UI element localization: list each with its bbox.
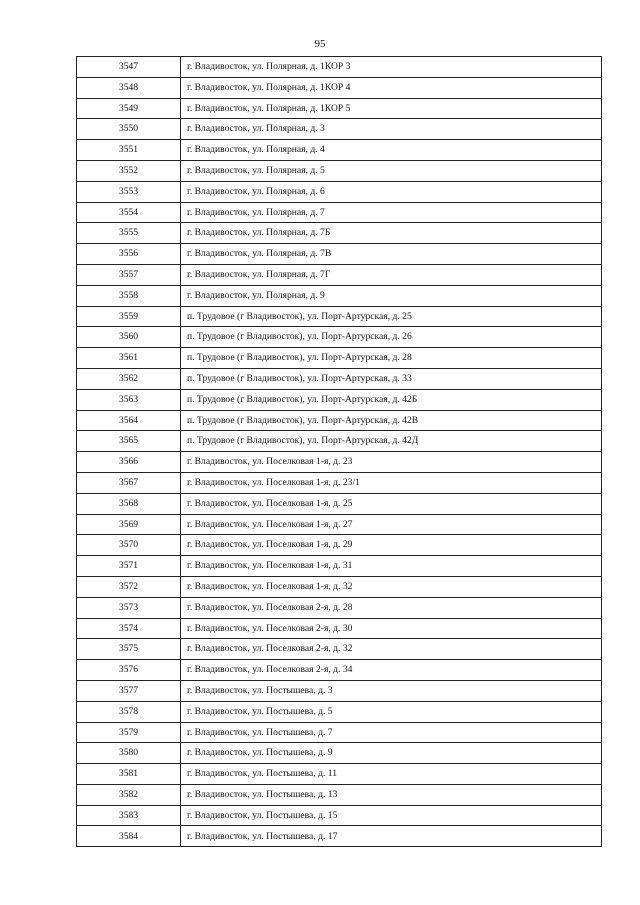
row-number-cell: 3569 xyxy=(77,514,181,535)
table-row xyxy=(77,389,602,410)
table-row xyxy=(77,348,602,369)
address-cell: г. Владивосток, ул. Постышева, д. 3 xyxy=(181,680,602,701)
address-cell: п. Трудовое (г Владивосток), ул. Порт-Артурская, д. 26 xyxy=(181,327,602,348)
table-row xyxy=(77,743,602,764)
table-row xyxy=(77,452,602,473)
row-number-cell: 3553 xyxy=(77,181,181,202)
address-cell: г. Владивосток, ул. Поселковая 2-я, д. 28 xyxy=(181,597,602,618)
address-table xyxy=(76,56,602,847)
address-cell: г. Владивосток, ул. Поселковая 1-я, д. 32 xyxy=(181,576,602,597)
row-number-cell: 3567 xyxy=(77,472,181,493)
row-number-cell: 3560 xyxy=(77,327,181,348)
row-number-cell: 3559 xyxy=(77,306,181,327)
row-number-cell: 3574 xyxy=(77,618,181,639)
address-cell: п. Трудовое (г Владивосток), ул. Порт-Артурская, д. 42Б xyxy=(181,389,602,410)
row-number-cell: 3551 xyxy=(77,140,181,161)
row-number-cell: 3568 xyxy=(77,493,181,514)
row-number-cell: 3552 xyxy=(77,160,181,181)
row-number-cell: 3573 xyxy=(77,597,181,618)
row-number-cell: 3556 xyxy=(77,244,181,265)
table-row xyxy=(77,244,602,265)
address-cell: г. Владивосток, ул. Постышева, д. 15 xyxy=(181,805,602,826)
address-cell: г. Владивосток, ул. Полярная, д. 1КОР 5 xyxy=(181,98,602,119)
row-number-cell: 3548 xyxy=(77,77,181,98)
table-row xyxy=(77,410,602,431)
table-row xyxy=(77,202,602,223)
address-cell: г. Владивосток, ул. Постышева, д. 17 xyxy=(181,826,602,847)
table-row xyxy=(77,535,602,556)
table-row xyxy=(77,660,602,681)
address-cell: п. Трудовое (г Владивосток), ул. Порт-Артурская, д. 28 xyxy=(181,348,602,369)
address-cell: п. Трудовое (г Владивосток), ул. Порт-Артурская, д. 33 xyxy=(181,368,602,389)
address-cell: г. Владивосток, ул. Полярная, д. 6 xyxy=(181,181,602,202)
row-number-cell: 3555 xyxy=(77,223,181,244)
table-row xyxy=(77,576,602,597)
table-row xyxy=(77,618,602,639)
table-row xyxy=(77,472,602,493)
row-number-cell: 3563 xyxy=(77,389,181,410)
table-row xyxy=(77,98,602,119)
row-number-cell: 3577 xyxy=(77,680,181,701)
table-row xyxy=(77,764,602,785)
table-row xyxy=(77,493,602,514)
address-cell: г. Владивосток, ул. Постышева, д. 11 xyxy=(181,764,602,785)
address-cell: г. Владивосток, ул. Полярная, д. 3 xyxy=(181,119,602,140)
address-cell: г. Владивосток, ул. Поселковая 1-я, д. 27 xyxy=(181,514,602,535)
row-number-cell: 3582 xyxy=(77,784,181,805)
row-number-cell: 3571 xyxy=(77,556,181,577)
address-cell: г. Владивосток, ул. Полярная, д. 7Г xyxy=(181,264,602,285)
address-cell: г. Владивосток, ул. Поселковая 1-я, д. 23/1 xyxy=(181,472,602,493)
row-number-cell: 3564 xyxy=(77,410,181,431)
row-number-cell: 3576 xyxy=(77,660,181,681)
row-number-cell: 3558 xyxy=(77,285,181,306)
address-cell: п. Трудовое (г Владивосток), ул. Порт-Артурская, д. 42Д xyxy=(181,431,602,452)
address-cell: п. Трудовое (г Владивосток), ул. Порт-Артурская, д. 42В xyxy=(181,410,602,431)
row-number-cell: 3581 xyxy=(77,764,181,785)
table-row xyxy=(77,431,602,452)
address-cell: г. Владивосток, ул. Полярная, д. 7 xyxy=(181,202,602,223)
address-cell: г. Владивосток, ул. Полярная, д. 5 xyxy=(181,160,602,181)
address-cell: г. Владивосток, ул. Постышева, д. 7 xyxy=(181,722,602,743)
table-row xyxy=(77,556,602,577)
table-row xyxy=(77,514,602,535)
row-number-cell: 3557 xyxy=(77,264,181,285)
address-cell: г. Владивосток, ул. Поселковая 2-я, д. 34 xyxy=(181,660,602,681)
table-row xyxy=(77,826,602,847)
row-number-cell: 3584 xyxy=(77,826,181,847)
address-cell: п. Трудовое (г Владивосток), ул. Порт-Артурская, д. 25 xyxy=(181,306,602,327)
table-row xyxy=(77,701,602,722)
address-cell: г. Владивосток, ул. Поселковая 2-я, д. 32 xyxy=(181,639,602,660)
table-row xyxy=(77,264,602,285)
row-number-cell: 3578 xyxy=(77,701,181,722)
row-number-cell: 3554 xyxy=(77,202,181,223)
row-number-cell: 3566 xyxy=(77,452,181,473)
table-row xyxy=(77,805,602,826)
address-cell: г. Владивосток, ул. Полярная, д. 7Б xyxy=(181,223,602,244)
row-number-cell: 3583 xyxy=(77,805,181,826)
row-number-cell: 3561 xyxy=(77,348,181,369)
address-cell: г. Владивосток, ул. Поселковая 1-я, д. 29 xyxy=(181,535,602,556)
address-cell: г. Владивосток, ул. Поселковая 1-я, д. 25 xyxy=(181,493,602,514)
table-row xyxy=(77,639,602,660)
address-cell: г. Владивосток, ул. Поселковая 1-я, д. 31 xyxy=(181,556,602,577)
address-cell: г. Владивосток, ул. Полярная, д. 1КОР 4 xyxy=(181,77,602,98)
table-row xyxy=(77,160,602,181)
table-row xyxy=(77,77,602,98)
address-cell: г. Владивосток, ул. Полярная, д. 9 xyxy=(181,285,602,306)
table-row xyxy=(77,285,602,306)
table-row xyxy=(77,306,602,327)
table-row xyxy=(77,784,602,805)
row-number-cell: 3549 xyxy=(77,98,181,119)
address-cell: г. Владивосток, ул. Постышева, д. 9 xyxy=(181,743,602,764)
row-number-cell: 3550 xyxy=(77,119,181,140)
row-number-cell: 3565 xyxy=(77,431,181,452)
address-cell: г. Владивосток, ул. Поселковая 1-я, д. 23 xyxy=(181,452,602,473)
table-row xyxy=(77,140,602,161)
table-row xyxy=(77,57,602,78)
table-row xyxy=(77,327,602,348)
page-number: 95 xyxy=(314,38,326,50)
table-row xyxy=(77,680,602,701)
address-table-body xyxy=(77,57,602,847)
row-number-cell: 3572 xyxy=(77,576,181,597)
row-number-cell: 3575 xyxy=(77,639,181,660)
address-cell: г. Владивосток, ул. Постышева, д. 13 xyxy=(181,784,602,805)
table-row xyxy=(77,722,602,743)
row-number-cell: 3562 xyxy=(77,368,181,389)
row-number-cell: 3580 xyxy=(77,743,181,764)
table-row xyxy=(77,223,602,244)
address-cell: г. Владивосток, ул. Полярная, д. 4 xyxy=(181,140,602,161)
row-number-cell: 3579 xyxy=(77,722,181,743)
address-cell: г. Владивосток, ул. Полярная, д. 1КОР 3 xyxy=(181,57,602,78)
table-row xyxy=(77,181,602,202)
table-row xyxy=(77,597,602,618)
row-number-cell: 3547 xyxy=(77,57,181,78)
table-row xyxy=(77,368,602,389)
address-cell: г. Владивосток, ул. Полярная, д. 7В xyxy=(181,244,602,265)
row-number-cell: 3570 xyxy=(77,535,181,556)
address-cell: г. Владивосток, ул. Постышева, д. 5 xyxy=(181,701,602,722)
table-row xyxy=(77,119,602,140)
address-cell: г. Владивосток, ул. Поселковая 2-я, д. 30 xyxy=(181,618,602,639)
